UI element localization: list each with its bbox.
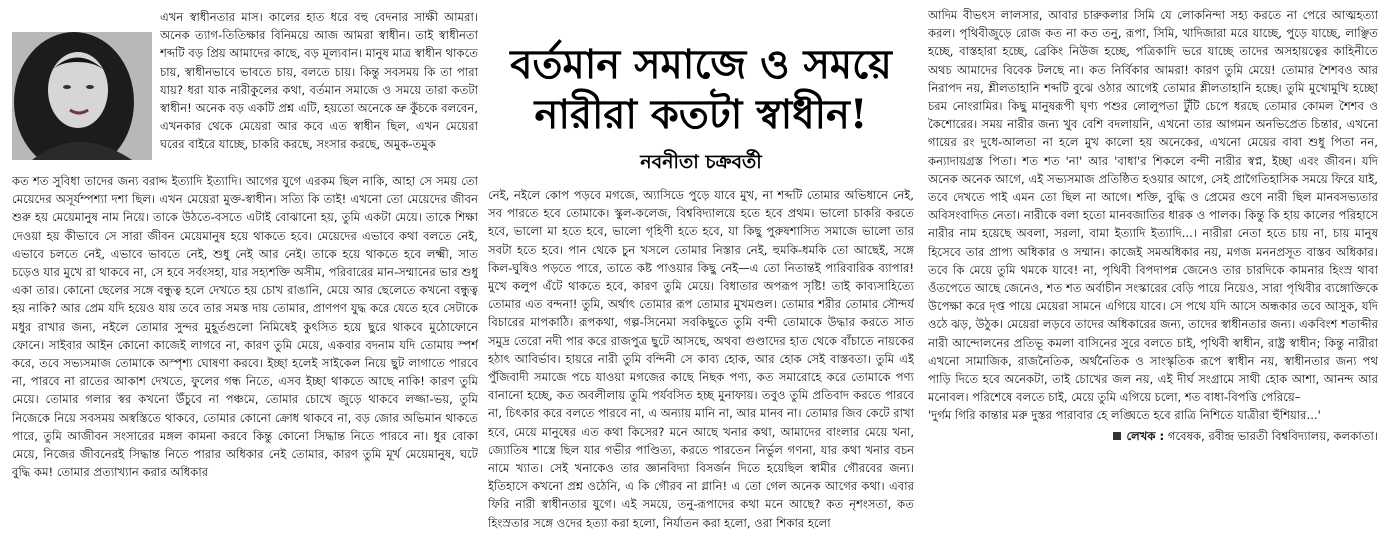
author-photo [12, 32, 152, 160]
article-column-1-intro [160, 8, 478, 172]
article-title: বর্তমান সমাজে ও সময়ে নারীরা কতটা স্বাধীন! [510, 41, 892, 138]
body-paragraph: আদিম বীভৎস লালসার, আবার চারুকলার সিমি যে লোকনিন্দা সহ্য করতে না পেরে আত্মহত্যা করল। পৃথিবীজুড়ে রোজ কত না কত তনু, রূপা, সিমি, খাদিজারা মরে যাচ্ছে, পুড়ে যাচ্ছে, লাঞ্ছিত হচ্ছে, বাস্তহারা হচ্ছে, ব্রেকিং নিউজ হচ্ছে, পত্রিকাদি ভরে যাচ্ছে তাদের অসহায়ত্বের কাহিনীতে অথচ আমাদের বিবেক টলছে না। কত নির্বিকার আমরা! কারণ তুমি মেয়ে! তোমার শৈশবও আর নিরাপদ নয়, শ্লীলতাহানি শব্দটি বুঝে ওঠার আগেই তোমার শ্লীলতাহানি হচ্ছে। তুমি মুখোমুখি হচ্ছো চরম নোংরামির। কিছু মানুষরূপী ঘৃণ্য পশুর লোলুপতা টুঁটি চেপে ধরছে তোমার কোমল শৈশব ও কৈশোরের। সময় নারীর জন্য খুব বেশি বদলায়নি, এখনো তার আগমন অনভিপ্রেত চিন্তার, এখনো গায়ের রং দুধে-আলতা না হলে মুখ কালো হয় অনেকের, এখনো মেয়ের বাবা শুধু পিতা নন, কন্যাদায়গ্রস্ত পিতা। শত শত 'না' আর 'বাধা'র শিকলে বন্দী নারীর স্বপ্ন, ইচ্ছা এবং জীবন। যদি অনেক অনেক আগে, এই সভ্যসমাজ প্রতিষ্ঠিত হওয়ার আগে, সেই প্রাগৈতিহাসিক সময়ে ফিরে যাই, তবে দেখতে পাই এমন তো ছিল না আগে। শক্তি, বুদ্ধি ও প্রেমের গুণে নারী ছিল মানবসভ্যতার অবিসংবাদিত নেতা। নারীকে বলা হতো মানবজাতির ধারক ও পালক। কিন্তু কি হায় কালের পরিহাসে নারীর নাম হয়েছে অবলা, সরলা, বামা ইত্যাদি ইত্যাদি...। নারীরা নেতা হতে চায় না, চায় মানুষ হিসেবে তার প্রাপ্য অধিকার ও সম্মান। কাজেই সমঅধিকার নয়, মগজ মননপ্রসূত বাস্তব অধিকার। তবে কি মেয়ে তুমি থমকে যাবে! না, পৃথিবী বিপদাপন্ন জেনেও তার চারদিকে কামনার হিংস্র থাবা ওঁতপেতে আছে জেনেও, শত শত অর্বাচীন সংস্কারের বেড়ি পায়ে নিয়েও, সারা পৃথিবীর ব্যঙ্গোক্তিকে উপেক্ষা করে দৃপ্ত পায়ে মেয়েরা সামনে এগিয়ে যাবে। সে পথে যদি আসে অন্ধকার তবে আসুক, যদি ওঠে ঝড়, উঠুক। মেয়েরা লড়বে তাদের অধিকারের জন্য, তাদের স্বাধীনতার জন্য। একবিংশ শতাব্দীর নারী আন্দোলনের প্রতিভূ কমলা বাসিনের সুরে বলতে চাই, পৃথিবী স্বাধীন, রাষ্ট্র স্বাধীন; কিন্তু নারীরা এখনো সামাজিক, রাজনৈতিক, অর্থনৈতিক ও সাংস্কৃতিক রূপে স্বাধীন নয়, স্বাধীনতার জন্য পথ পাড়ি দিতে হবে অনেকটা, তাই চোখের জল নয়, এই দীর্ঘ সংগ্রামে সাথী হোক আশা, আনন্দ আর মনোবল। পরিশেষে বলতে চাই, মেয়ে তুমি এগিয়ে চলো, শত বাধা-বিপত্তি পেরিয়ে– [928, 8, 1378, 405]
author-note-text: গবেষক, রবীন্দ্র ভারতী বিশ্ববিদ্যালয়, কলকাতা। [1167, 428, 1378, 443]
body-paragraph: কত শত সুবিধা তাদের জন্য বরাদ্দ ইত্যাদি ইত্যাদি। আগের যুগে এরকম ছিল নাকি, আহা সে সময় তো মেয়েদের অসূর্যম্পশ্যা দশা ছিল। এখন মেয়েরা মুক্ত-স্বাধীন। সত্যি কি তাই! এখনো তো মেয়েদের জীবন শুরু হয় মেয়েমানুষ নাম নিয়ে। তাকে উঠতে-বসতে এটাই বোঝানো হয়, তুমি একটা মেয়ে। তাকে শিক্ষা দেওয়া হয় কীভাবে সে সারা জীবন মেয়েমানুষ হয়ে থাকতে হবে। মেয়েদের এভাবে কথা বলতে নেই, এভাবে চলতে নেই, এভাবে ভাবতে নেই, শুধু নেই আর নেই। তাকে হয়ে থাকতে হবে লক্ষ্মী, সাত চড়েও যার মুখে রা থাকবে না, সে হবে সর্বংসহা, যার সহ্যশক্তি অসীম, পরিবারের মান-সম্মানের ভার শুধু একা তার। কোনো ছেলের সঙ্গে বন্ধুত্ব হলে দেখতে হয় চোখ রাঙানি, মেয়ে আর ছেলেতে কখনো বন্ধুত্ব হয় নাকি? আর প্রেম যদি হয়েও যায় তবে তার সমস্ত দায় তোমার, প্রাণপণ যুদ্ধ করে যেতে হবে সেটাকে মধুর রাখার জন্য, নইলে তোমার সুন্দর মুহূর্তগুলো নিমিষেই কুৎসিত হয়ে ছুরে থাকবে মুঠোফোনে ফোনে। সাইবার আইন কোনো কাজেই লাগবে না, কারণ তুমি মেয়ে, একবার বদনাম যদি তোমায় স্পর্শ করে, তবে সভ্যসমাজ তোমাকে অস্পৃশ্য ঘোষণা করবে। ইচ্ছা হলেই সাইকেল নিয়ে ছুট লাগাতে পারবে না, পারবে না রাতের আকাশ দেখতে, ফুলের গন্ধ নিতে, এসব ইচ্ছা থাকতে আছে নাকি! কারণ তুমি মেয়ে। তোমার গলার স্বর কখনো উঁচুবে না পঞ্চমে, তোমার চোখে জুড়ে থাকবে লজ্জা-ভয়, তুমি নিজেকে নিয়ে সবসময় অস্বস্তিতে থাকবে, তোমার কোনো ক্রোধ থাকবে না, বড় জোর অভিমান থাকতে পারে, তুমি আজীবন সংসারের মঙ্গল কামনা করবে কিন্তু কোনো সিদ্ধান্ত নিতে পারবে না। ধুর বোকা মেয়ে, নিজের জীবনেরই সিদ্ধান্ত নিতে পারার অধিকার নেই তোমার, কারণ তুমি মূর্খ মেয়েমানুষ, ঘটে বুদ্ধি কম! তোমার প্রত্যাখ্যান করার অধিকার [12, 174, 478, 480]
author-note-label: লেখক : [1126, 428, 1165, 443]
article-column-2 [488, 186, 914, 554]
intro-paragraph: এখন স্বাধীনতার মাস। কালের হাত ধরে বহু বেদনার সাক্ষী আমরা। অনেক ত্যাগ-তিতিক্ষার বিনিময়ে আজ আমরা স্বাধীন। তাই স্বাধীনতা শব্দটি বড় প্রিয় আমাদের কাছে, বড় মূল্যবান। মানুষ মাত্র স্বাধীন থাকতে চায়, স্বাধীনভাবে ভাবতে চায়, বলতে চায়। কিন্তু সবসময় কি তা পারা যায়? ধরা যাক নারীকুলের কথা, বর্তমান সমাজে ও সময়ে তারা কতটা স্বাধীন! অনেক বড় একটি প্রশ্ন এটি, হয়তো অনেকে ভ্রু কুঁচকে বলবেন, এখনকার থেকে মেয়েরা আর কবে এত স্বাধীন ছিল, এখন মেয়েরা ঘরের বাইরে যাচ্ছে, চাকরি করছে, সংসার করছে, অমুক-তমুক [160, 10, 478, 152]
square-bullet-icon [1113, 432, 1121, 440]
poem-quote: 'দুর্গম গিরি কান্তার মরু দুস্তর পারাবার হে লঙ্ঘিতে হবে রাত্রি নিশিতে যাত্রীরা হুঁশিয়ার...' [928, 408, 1321, 423]
author-portrait-image [12, 32, 152, 160]
author-note [928, 427, 1378, 445]
body-paragraph: নেই, নইলে কোপ পড়বে মগজে, অ্যাসিডে পুড়ে যাবে মুখ, না শব্দটি তোমার অভিধানে নেই, সব পারতে হবে তোমাকে। স্কুল-কলেজ, বিশ্ববিদ্যালয়ে হতে হবে প্রথম। ভালো চাকরি করতে হবে, ভালো মা হতে হবে, ভালো গৃহিণী হতে হবে, যা কিছু পুরুষশাসিত সমাজে ভালো তার সবটা হতে হবে। পান থেকে চুন খসলে তোমার নিস্তার নেই, হুমকি-ধমকি তো আছেই, সঙ্গে কিল-ঘুষিও পড়তে পারে, তাতে কষ্ট পাওয়ার কিছু নেই—এ তো নিতান্তই পারিবারিক ব্যাপার! মুখে কলুপ এঁটে থাকতে হবে, কারণ তুমি মেয়ে। বিধাতার অপরূপ সৃষ্টি! তাই কাব্যসাহিত্যে তোমার এত বন্দনা! তুমি, অর্থাৎ তোমার রূপ তোমার মুখমণ্ডল। তোমার শরীর তোমার সৌন্দর্য বিচারের মাপকাঠি। রূপকথা, গল্প-সিনেমা সবকিছুতে তুমি বন্দী তোমাকে উদ্ধার করতে সাত সমুদ্র তেরো নদী পার করে রাজপুত্র ছুটে আসছে, অথবা গুণ্ডাদের হাত থেকে বাঁচাতে নায়কের হঠাৎ আবির্ভাব। হায়রে নারী তুমি বন্দিনী সে কাব্য হোক, আর হোক সেই বাস্তবতা। তুমি এই পুঁজিবাদী সমাজে পচে যাওয়া মগজের কাছে নিছক পণ্য, কত সমারোহে করে তোমাকে পণ্য বানানো হচ্ছে, কত অবলীলায় তুমি পর্যবসিত হচ্ছ মুনাফায়। তবুও তুমি প্রতিবাদ করতে পারবে না, চিৎকার করে বলতে পারবে না, এ অন্যায় মানি না, আর মানব না। তোমার জিব কেটে রাখা হবে, মেয়ে মানুষের এত কথা কিসের? মনে আছে খনার কথা, আমাদের বাংলার মেয়ে খনা, জ্যোতিষ শাস্ত্রে ছিল যার গভীর পাণ্ডিত্য, করতে পারতেন নির্ভুল গণনা, যার কথা খনার বচন নামে খ্যাত। সেই খনাকেও তার জ্ঞানবিদ্যা বিসর্জন দিতে হয়েছিল স্বামীর গৌরবের জন্য। ইতিহাসে কখনো প্রশ্ন ওঠেনি, এ কি গৌরব না গ্লানি! এ তো গেল অনেক আগের কথা। এবার ফিরি নারী স্বাধীনতার যুগে। এই সময়ে, তনু-রূপাদের কথা মনে আছে? কত নৃশংসতা, কত হিংস্রতার সঙ্গে ওদের হত্যা করা হলো, নির্যাতন করা হলো, ওরা শিকার হলো [488, 188, 914, 530]
article-column-1-body [12, 172, 478, 554]
author-byline: নবনীতা চক্রবর্তী [640, 151, 762, 173]
article-column-3 [928, 6, 1378, 554]
